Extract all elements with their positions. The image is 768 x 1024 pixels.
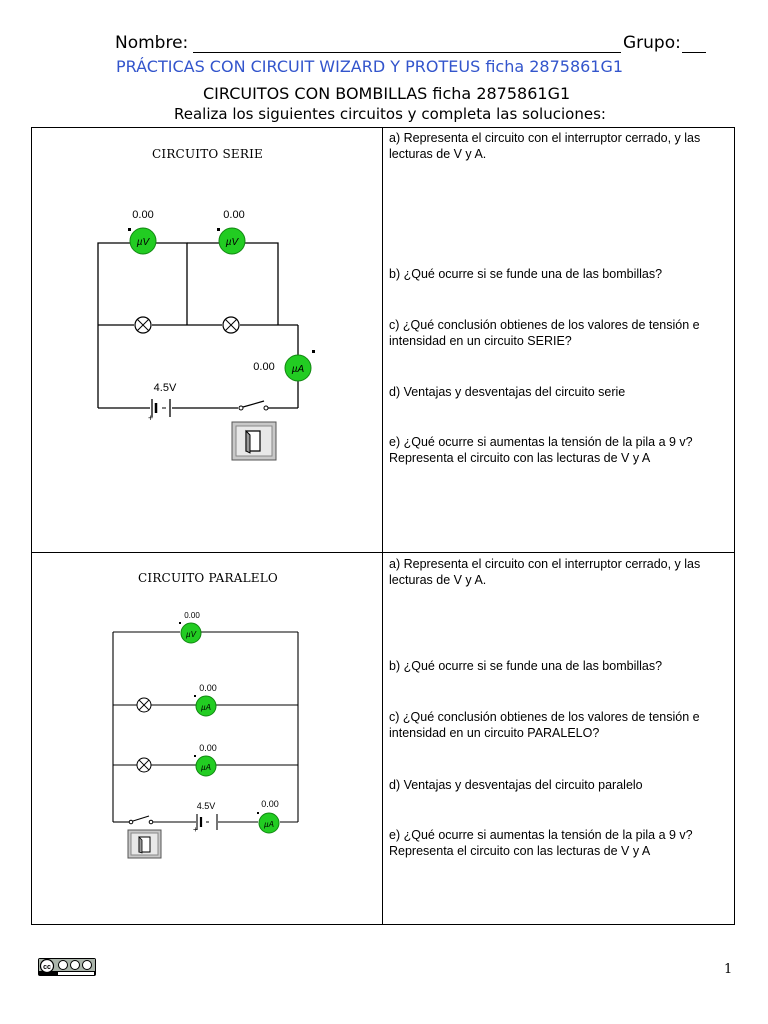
voltmeter-2-reading: 0.00 — [223, 209, 245, 221]
paralelo-ammeter-3-symbol: µA — [264, 820, 274, 829]
toggle-switch-button[interactable] — [232, 422, 276, 460]
serie-circuit-diagram — [90, 195, 330, 465]
serie-question-b: b) ¿Qué ocurre si se funde una de las bombillas? — [389, 267, 663, 281]
ammeter-reading: 0.00 — [253, 361, 275, 373]
bulb-1-icon — [135, 317, 151, 333]
serie-question-c: c) ¿Qué conclusión obtienes de los valores de tensión e intensidad en un circuito SERIE? — [389, 318, 700, 348]
paralelo-toggle-switch-button[interactable] — [128, 830, 161, 858]
paralelo-question-b: b) ¿Qué ocurre si se funde una de las bombillas? — [389, 659, 663, 673]
paralelo-question-d: d) Ventajas y desventajas del circuito paralelo — [389, 778, 643, 792]
voltmeter-2-symbol: µV — [225, 237, 239, 248]
paralelo-ammeter-1-reading: 0.00 — [199, 683, 217, 693]
serie-question-a: a) Representa el circuito con el interruptor cerrado, y las lecturas de V y A. — [389, 131, 701, 161]
paralelo-ammeter-2-reading: 0.00 — [199, 743, 217, 753]
serie-title: CIRCUITO SERIE — [152, 147, 263, 161]
paralelo-battery-label: 4.5V — [196, 801, 216, 811]
voltmeter-1-symbol: µV — [136, 237, 150, 248]
paralelo-circuit-diagram — [108, 602, 318, 862]
instruction-text: Realiza los siguientes circuitos y completa las soluciones: — [174, 105, 606, 123]
paralelo-question-c: c) ¿Qué conclusión obtienes de los valores de tensión e intensidad en un circuito PARALELO? — [389, 710, 700, 740]
paralelo-ammeter-2-symbol: µA — [201, 763, 211, 772]
grupo-label: Grupo: — [623, 33, 681, 53]
paralelo-voltmeter-reading: 0.00 — [184, 611, 200, 620]
paralelo-question-a: a) Representa el circuito con el interruptor cerrado, y las lecturas de V y A. — [389, 557, 701, 587]
cc-license-icon[interactable] — [38, 958, 96, 976]
paralelo-title: CIRCUITO PARALELO — [138, 571, 278, 585]
grupo-blank-line[interactable] — [682, 52, 706, 53]
serie-question-e: e) ¿Qué ocurre si aumentas la tensión de la pila a 9 v? Representa el circuito con las lecturas de V y A — [389, 435, 693, 465]
bulb-2-icon — [223, 317, 239, 333]
subtitle: PRÁCTICAS CON CIRCUIT WIZARD Y PROTEUS ficha 2875861G1 — [116, 57, 624, 76]
paralelo-voltmeter-symbol: µV — [186, 630, 196, 639]
battery-label: 4.5V — [153, 382, 177, 394]
page-title: CIRCUITOS CON BOMBILLAS ficha 2875861G1 — [203, 84, 571, 103]
svg-text:+: + — [193, 825, 198, 834]
serie-question-d: d) Ventajas y desventajas del circuito serie — [389, 385, 626, 399]
paralelo-bulb-1-icon — [137, 698, 151, 712]
nombre-label: Nombre: — [115, 33, 189, 53]
ammeter-symbol: µA — [291, 364, 305, 375]
svg-text:cc: cc — [43, 964, 51, 971]
paralelo-ammeter-1-symbol: µA — [201, 703, 211, 712]
svg-text:+: + — [148, 413, 154, 423]
nombre-blank-line[interactable] — [193, 52, 621, 53]
page-number: 1 — [724, 962, 733, 977]
paralelo-bulb-2-icon — [137, 758, 151, 772]
paralelo-question-e: e) ¿Qué ocurre si aumentas la tensión de la pila a 9 v? Representa el circuito con las lecturas de V y A — [389, 828, 693, 858]
voltmeter-1-reading: 0.00 — [132, 209, 154, 221]
paralelo-ammeter-3-reading: 0.00 — [261, 799, 279, 809]
